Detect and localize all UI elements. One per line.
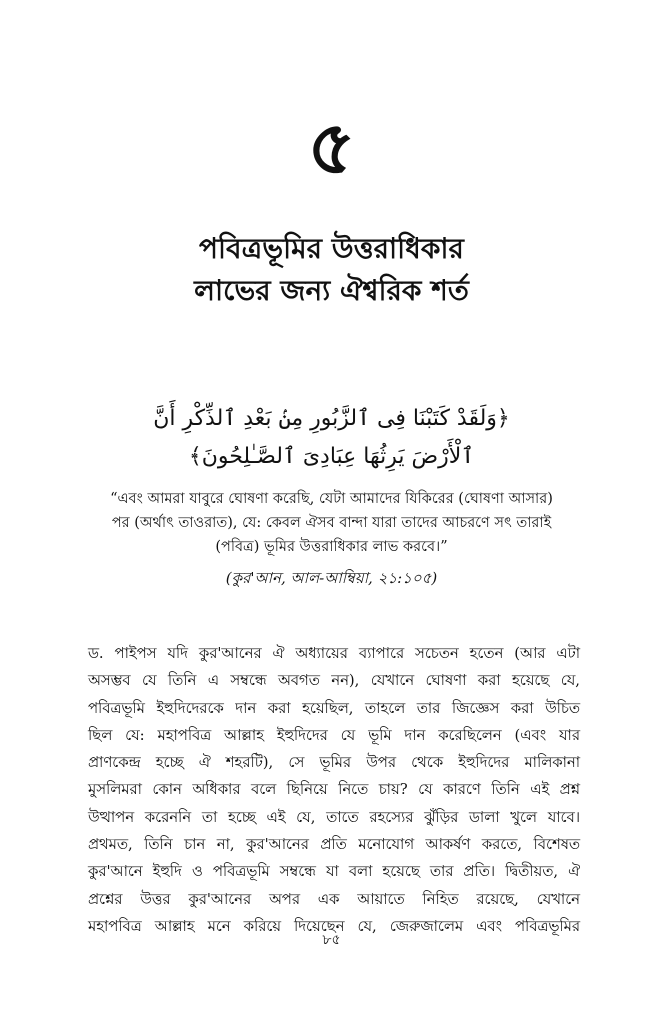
verse-citation: (কুর'আন, আল-আম্বিয়া, ২১:১০৫) <box>225 569 438 587</box>
page-number: ৮৫ <box>322 932 341 948</box>
chapter-title <box>0 228 663 312</box>
body-line: অসম্ভব যে তিনি এ সম্বন্ধে অবগত নন), যেখানে ঘোষণা করা হয়েছে যে, <box>88 672 580 690</box>
body-line: মহাপবিত্র আল্লাহ মনে করিয়ে দিয়েছেন যে, জেরুজালেম এবং পবিত্রভূমির <box>88 917 580 935</box>
chapter-number: ৫ <box>307 105 356 191</box>
translation-line: পর (অর্থাৎ তাওরাত), যে: কেবল ঐসব বান্দা যারা তাদের আচরণে সৎ তারাই <box>111 515 552 531</box>
body-line: কুর'আনে ইহুদি ও পবিত্রভূমি সম্বন্ধে যা বলা হয়েছে তার প্রতি। দ্বিতীয়ত, ঐ <box>88 863 580 881</box>
body-line: পবিত্রভূমি ইহুদিদেরকে দান করা হয়েছিল, তাহলে তার জিজ্ঞেস করা উচিত <box>88 699 580 717</box>
verse-translation <box>90 487 573 559</box>
body-paragraph <box>88 640 580 940</box>
body-line: ছিল যে: মহাপবিত্র আল্লাহ ইহুদিদের যে ভূমি দান করেছিলেন (এবং যার <box>88 726 580 744</box>
arabic-verse-line: ٱلْأَرْضَ يَرِثُهَا عِبَادِىَ ٱلصَّـٰلِحُونَ﴾ <box>188 444 475 469</box>
body-line: ড. পাইপস যদি কুর'আনের ঐ অধ্যায়ের ব্যাপারে সচেতন হতেন (আর এটা <box>88 645 580 662</box>
chapter-title-line: লাভের জন্য ঐশ্বরিক শর্ত <box>194 274 469 307</box>
body-line: প্রাণকেন্দ্র হচ্ছে ঐ শহরটি), সে ভূমির উপর থেকে ইহুদিদের মালিকানা <box>88 754 580 772</box>
body-line: প্রথমত, তিনি চান না, কুর'আনের প্রতি মনোযোগ আকর্ষণ করতে, বিশেষত <box>88 836 580 854</box>
translation-line: (পবিত্র) ভূমির উত্তরাধিকার লাভ করবে।” <box>215 539 448 555</box>
body-line: মুসলিমরা কোন অধিকার বলে ছিনিয়ে নিতে চায়? যে কারণে তিনি এই প্রশ্ন <box>88 781 580 799</box>
arabic-verse <box>100 400 563 476</box>
body-line: প্রশ্নের উত্তর কুর'আনের অপর এক আয়াতে নিহিত রয়েছে, যেখানে <box>88 890 580 908</box>
arabic-verse-line: ﴿وَلَقَدْ كَتَبْنَا فِى ٱلزَّبُورِ مِنۢ بَعْدِ ٱلذِّكْرِ أَنَّ <box>153 406 510 431</box>
body-line: উত্থাপন করেননি তা হচ্ছে এই যে, তাতে রহস্যের ঝুঁড়ির ডালা খুলে যাবে। <box>88 808 580 826</box>
translation-line: “এবং আমরা যাবুরে ঘোষণা করেছি, যেটা আমাদের যিকিরের (ঘোষণা আসার) <box>110 491 553 507</box>
chapter-title-line: পবিত্রভূমির উত্তরাধিকার <box>199 232 464 265</box>
